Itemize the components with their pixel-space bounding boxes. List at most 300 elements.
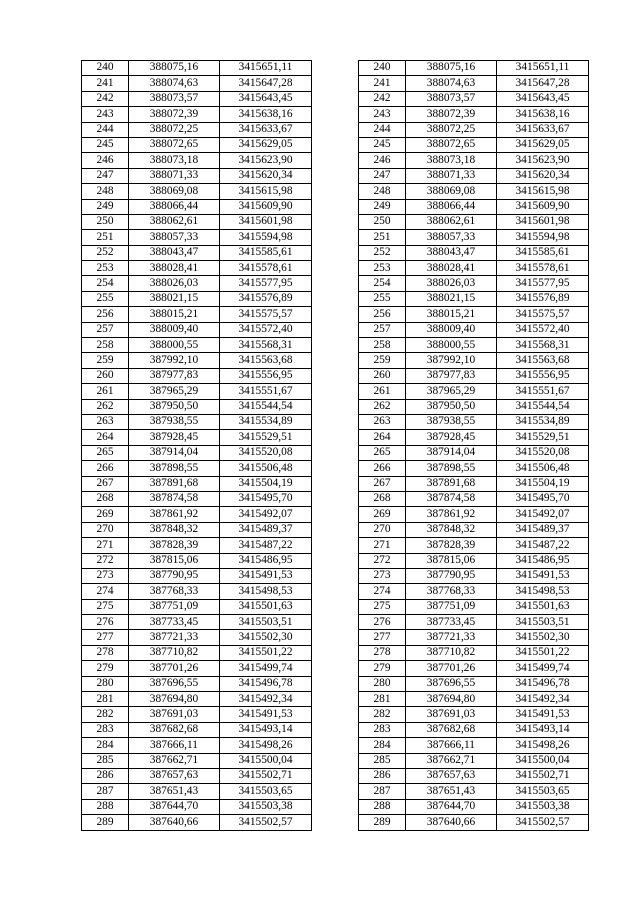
x-coordinate-cell: 388073,18 (129, 153, 220, 168)
y-coordinate-cell: 3415629,05 (220, 137, 312, 152)
x-coordinate-cell: 387662,71 (406, 753, 497, 768)
coordinate-table-body (359, 61, 589, 831)
y-coordinate-cell: 3415578,61 (220, 261, 312, 276)
y-coordinate-cell: 3415638,16 (220, 107, 312, 122)
table-row (359, 615, 589, 630)
y-coordinate-cell: 3415633,67 (497, 122, 589, 137)
table-row (359, 599, 589, 614)
y-coordinate-cell: 3415498,53 (220, 584, 312, 599)
table-row (82, 815, 312, 830)
table-row (359, 630, 589, 645)
y-coordinate-cell: 3415503,38 (220, 799, 312, 814)
y-coordinate-cell: 3415534,89 (497, 414, 589, 429)
x-coordinate-cell: 387977,83 (129, 368, 220, 383)
x-coordinate-cell: 388028,41 (406, 261, 497, 276)
y-coordinate-cell: 3415498,26 (220, 738, 312, 753)
x-coordinate-cell: 387874,58 (406, 491, 497, 506)
x-coordinate-cell: 388069,08 (406, 184, 497, 199)
point-number-cell: 286 (359, 768, 406, 783)
x-coordinate-cell: 387874,58 (129, 491, 220, 506)
point-number-cell: 282 (359, 707, 406, 722)
point-number-cell: 250 (82, 214, 129, 229)
point-number-cell: 242 (82, 91, 129, 106)
x-coordinate-cell: 388000,55 (129, 338, 220, 353)
y-coordinate-cell: 3415489,37 (220, 522, 312, 537)
y-coordinate-cell: 3415506,48 (220, 461, 312, 476)
point-number-cell: 260 (359, 368, 406, 383)
x-coordinate-cell: 387938,55 (129, 414, 220, 429)
table-row (82, 230, 312, 245)
y-coordinate-cell: 3415502,30 (497, 630, 589, 645)
table-row (82, 91, 312, 106)
point-number-cell: 287 (82, 784, 129, 799)
y-coordinate-cell: 3415647,28 (497, 76, 589, 91)
x-coordinate-cell: 387696,55 (406, 676, 497, 691)
point-number-cell: 247 (82, 168, 129, 183)
point-number-cell: 264 (82, 430, 129, 445)
y-coordinate-cell: 3415638,16 (497, 107, 589, 122)
x-coordinate-cell: 388073,57 (406, 91, 497, 106)
table-row (359, 676, 589, 691)
x-coordinate-cell: 387914,04 (406, 445, 497, 460)
point-number-cell: 273 (359, 568, 406, 583)
table-row (82, 214, 312, 229)
point-number-cell: 264 (359, 430, 406, 445)
x-coordinate-cell: 387950,50 (129, 399, 220, 414)
point-number-cell: 252 (82, 245, 129, 260)
y-coordinate-cell: 3415492,07 (497, 507, 589, 522)
x-coordinate-cell: 387992,10 (406, 353, 497, 368)
y-coordinate-cell: 3415492,34 (497, 692, 589, 707)
x-coordinate-cell: 387768,33 (129, 584, 220, 599)
point-number-cell: 267 (359, 476, 406, 491)
x-coordinate-cell: 387768,33 (406, 584, 497, 599)
y-coordinate-cell: 3415643,45 (497, 91, 589, 106)
x-coordinate-cell: 388072,65 (129, 137, 220, 152)
table-row (82, 645, 312, 660)
x-coordinate-cell: 388075,16 (406, 61, 497, 76)
table-row (359, 753, 589, 768)
table-row (359, 799, 589, 814)
point-number-cell: 246 (82, 153, 129, 168)
point-number-cell: 265 (82, 445, 129, 460)
x-coordinate-cell: 388043,47 (406, 245, 497, 260)
y-coordinate-cell: 3415575,57 (220, 307, 312, 322)
point-number-cell: 262 (82, 399, 129, 414)
table-row (82, 76, 312, 91)
table-row (82, 692, 312, 707)
point-number-cell: 272 (82, 553, 129, 568)
point-number-cell: 284 (82, 738, 129, 753)
table-row (82, 184, 312, 199)
y-coordinate-cell: 3415502,57 (497, 815, 589, 830)
x-coordinate-cell: 387696,55 (129, 676, 220, 691)
x-coordinate-cell: 388073,57 (129, 91, 220, 106)
table-row (82, 61, 312, 76)
x-coordinate-cell: 387657,63 (129, 768, 220, 783)
y-coordinate-cell: 3415623,90 (497, 153, 589, 168)
table-row (359, 122, 589, 137)
y-coordinate-cell: 3415501,63 (220, 599, 312, 614)
point-number-cell: 245 (82, 137, 129, 152)
x-coordinate-cell: 387694,80 (406, 692, 497, 707)
table-row (82, 199, 312, 214)
y-coordinate-cell: 3415585,61 (220, 245, 312, 260)
y-coordinate-cell: 3415520,08 (497, 445, 589, 460)
table-row (82, 784, 312, 799)
x-coordinate-cell: 388026,03 (406, 276, 497, 291)
x-coordinate-cell: 388072,65 (406, 137, 497, 152)
y-coordinate-cell: 3415615,98 (497, 184, 589, 199)
x-coordinate-cell: 387891,68 (406, 476, 497, 491)
table-row (359, 645, 589, 660)
table-row (82, 722, 312, 737)
y-coordinate-cell: 3415487,22 (220, 538, 312, 553)
table-row (82, 476, 312, 491)
table-row (359, 168, 589, 183)
table-row (82, 276, 312, 291)
y-coordinate-cell: 3415495,70 (497, 491, 589, 506)
x-coordinate-cell: 387662,71 (129, 753, 220, 768)
x-coordinate-cell: 388062,61 (406, 214, 497, 229)
y-coordinate-cell: 3415544,54 (497, 399, 589, 414)
table-row (359, 768, 589, 783)
y-coordinate-cell: 3415623,90 (220, 153, 312, 168)
y-coordinate-cell: 3415491,53 (497, 568, 589, 583)
point-number-cell: 275 (82, 599, 129, 614)
point-number-cell: 255 (359, 291, 406, 306)
x-coordinate-cell: 387694,80 (129, 692, 220, 707)
point-number-cell: 274 (82, 584, 129, 599)
point-number-cell: 258 (82, 338, 129, 353)
y-coordinate-cell: 3415551,67 (497, 384, 589, 399)
table-row (82, 261, 312, 276)
table-row (359, 568, 589, 583)
y-coordinate-cell: 3415629,05 (497, 137, 589, 152)
point-number-cell: 256 (359, 307, 406, 322)
x-coordinate-cell: 388043,47 (129, 245, 220, 260)
x-coordinate-cell: 388015,21 (406, 307, 497, 322)
point-number-cell: 281 (359, 692, 406, 707)
table-row (359, 137, 589, 152)
table-row (359, 199, 589, 214)
x-coordinate-cell: 388069,08 (129, 184, 220, 199)
point-number-cell: 279 (359, 661, 406, 676)
point-number-cell: 259 (359, 353, 406, 368)
table-row (359, 476, 589, 491)
point-number-cell: 240 (82, 61, 129, 76)
table-row (359, 261, 589, 276)
x-coordinate-cell: 387790,95 (129, 568, 220, 583)
table-row (82, 245, 312, 260)
point-number-cell: 277 (359, 630, 406, 645)
y-coordinate-cell: 3415651,11 (497, 61, 589, 76)
x-coordinate-cell: 387691,03 (406, 707, 497, 722)
x-coordinate-cell: 388071,33 (129, 168, 220, 183)
y-coordinate-cell: 3415609,90 (497, 199, 589, 214)
x-coordinate-cell: 387682,68 (406, 722, 497, 737)
point-number-cell: 263 (359, 414, 406, 429)
point-number-cell: 243 (359, 107, 406, 122)
y-coordinate-cell: 3415577,95 (220, 276, 312, 291)
x-coordinate-cell: 387733,45 (406, 615, 497, 630)
x-coordinate-cell: 388015,21 (129, 307, 220, 322)
x-coordinate-cell: 387965,29 (129, 384, 220, 399)
x-coordinate-cell: 387861,92 (129, 507, 220, 522)
point-number-cell: 268 (82, 491, 129, 506)
y-coordinate-cell: 3415643,45 (220, 91, 312, 106)
y-coordinate-cell: 3415487,22 (497, 538, 589, 553)
table-row (82, 676, 312, 691)
y-coordinate-cell: 3415520,08 (220, 445, 312, 460)
y-coordinate-cell: 3415529,51 (220, 430, 312, 445)
coordinate-table-left (81, 60, 312, 831)
point-number-cell: 247 (359, 168, 406, 183)
point-number-cell: 278 (82, 645, 129, 660)
table-row (359, 461, 589, 476)
point-number-cell: 251 (359, 230, 406, 245)
table-row (359, 322, 589, 337)
table-row (359, 507, 589, 522)
point-number-cell: 269 (359, 507, 406, 522)
table-row (82, 445, 312, 460)
point-number-cell: 284 (359, 738, 406, 753)
point-number-cell: 255 (82, 291, 129, 306)
table-row (359, 430, 589, 445)
table-row (82, 707, 312, 722)
point-number-cell: 288 (82, 799, 129, 814)
y-coordinate-cell: 3415577,95 (497, 276, 589, 291)
y-coordinate-cell: 3415493,14 (220, 722, 312, 737)
y-coordinate-cell: 3415578,61 (497, 261, 589, 276)
table-row (359, 76, 589, 91)
point-number-cell: 260 (82, 368, 129, 383)
point-number-cell: 275 (359, 599, 406, 614)
x-coordinate-cell: 387682,68 (129, 722, 220, 737)
x-coordinate-cell: 388009,40 (406, 322, 497, 337)
y-coordinate-cell: 3415498,53 (497, 584, 589, 599)
table-row (359, 214, 589, 229)
y-coordinate-cell: 3415489,37 (497, 522, 589, 537)
x-coordinate-cell: 387640,66 (406, 815, 497, 830)
table-row (82, 414, 312, 429)
point-number-cell: 253 (82, 261, 129, 276)
point-number-cell: 289 (82, 815, 129, 830)
y-coordinate-cell: 3415620,34 (497, 168, 589, 183)
point-number-cell: 268 (359, 491, 406, 506)
table-row (359, 338, 589, 353)
table-row (82, 368, 312, 383)
y-coordinate-cell: 3415576,89 (497, 291, 589, 306)
table-row (359, 245, 589, 260)
x-coordinate-cell: 388057,33 (129, 230, 220, 245)
point-number-cell: 261 (359, 384, 406, 399)
y-coordinate-cell: 3415647,28 (220, 76, 312, 91)
x-coordinate-cell: 388009,40 (129, 322, 220, 337)
y-coordinate-cell: 3415609,90 (220, 199, 312, 214)
x-coordinate-cell: 388071,33 (406, 168, 497, 183)
y-coordinate-cell: 3415503,65 (497, 784, 589, 799)
point-number-cell: 272 (359, 553, 406, 568)
table-row (359, 538, 589, 553)
table-row (359, 584, 589, 599)
y-coordinate-cell: 3415502,57 (220, 815, 312, 830)
y-coordinate-cell: 3415491,53 (220, 568, 312, 583)
y-coordinate-cell: 3415496,78 (497, 676, 589, 691)
table-row (82, 768, 312, 783)
x-coordinate-cell: 387651,43 (129, 784, 220, 799)
x-coordinate-cell: 387701,26 (406, 661, 497, 676)
x-coordinate-cell: 388075,16 (129, 61, 220, 76)
y-coordinate-cell: 3415491,53 (220, 707, 312, 722)
table-row (359, 414, 589, 429)
y-coordinate-cell: 3415503,51 (497, 615, 589, 630)
x-coordinate-cell: 388062,61 (129, 214, 220, 229)
point-number-cell: 245 (359, 137, 406, 152)
point-number-cell: 258 (359, 338, 406, 353)
y-coordinate-cell: 3415500,04 (220, 753, 312, 768)
y-coordinate-cell: 3415563,68 (497, 353, 589, 368)
x-coordinate-cell: 387828,39 (406, 538, 497, 553)
table-row (82, 107, 312, 122)
y-coordinate-cell: 3415498,26 (497, 738, 589, 753)
table-row (82, 399, 312, 414)
x-coordinate-cell: 387928,45 (406, 430, 497, 445)
point-number-cell: 266 (82, 461, 129, 476)
point-number-cell: 249 (359, 199, 406, 214)
point-number-cell: 248 (359, 184, 406, 199)
x-coordinate-cell: 388072,25 (406, 122, 497, 137)
y-coordinate-cell: 3415585,61 (497, 245, 589, 260)
coordinate-table-body (82, 61, 312, 831)
point-number-cell: 276 (82, 615, 129, 630)
table-row (359, 291, 589, 306)
x-coordinate-cell: 387691,03 (129, 707, 220, 722)
table-row (359, 399, 589, 414)
x-coordinate-cell: 387666,11 (129, 738, 220, 753)
table-row (82, 461, 312, 476)
table-row (82, 384, 312, 399)
y-coordinate-cell: 3415502,71 (220, 768, 312, 783)
x-coordinate-cell: 387950,50 (406, 399, 497, 414)
point-number-cell: 253 (359, 261, 406, 276)
point-number-cell: 285 (82, 753, 129, 768)
point-number-cell: 254 (359, 276, 406, 291)
x-coordinate-cell: 388074,63 (406, 76, 497, 91)
x-coordinate-cell: 387828,39 (129, 538, 220, 553)
y-coordinate-cell: 3415503,65 (220, 784, 312, 799)
x-coordinate-cell: 387898,55 (129, 461, 220, 476)
point-number-cell: 267 (82, 476, 129, 491)
table-row (359, 184, 589, 199)
y-coordinate-cell: 3415651,11 (220, 61, 312, 76)
x-coordinate-cell: 387928,45 (129, 430, 220, 445)
x-coordinate-cell: 387721,33 (129, 630, 220, 645)
y-coordinate-cell: 3415499,74 (220, 661, 312, 676)
x-coordinate-cell: 387891,68 (129, 476, 220, 491)
table-row (82, 799, 312, 814)
table-row (82, 599, 312, 614)
point-number-cell: 242 (359, 91, 406, 106)
x-coordinate-cell: 388072,39 (129, 107, 220, 122)
point-number-cell: 262 (359, 399, 406, 414)
table-row (359, 107, 589, 122)
point-number-cell: 248 (82, 184, 129, 199)
table-row (82, 122, 312, 137)
point-number-cell: 263 (82, 414, 129, 429)
point-number-cell: 266 (359, 461, 406, 476)
point-number-cell: 270 (359, 522, 406, 537)
point-number-cell: 241 (359, 76, 406, 91)
x-coordinate-cell: 388000,55 (406, 338, 497, 353)
y-coordinate-cell: 3415504,19 (220, 476, 312, 491)
x-coordinate-cell: 387640,66 (129, 815, 220, 830)
point-number-cell: 259 (82, 353, 129, 368)
point-number-cell: 285 (359, 753, 406, 768)
table-row (359, 445, 589, 460)
table-row (82, 307, 312, 322)
table-row (82, 522, 312, 537)
x-coordinate-cell: 387710,82 (406, 645, 497, 660)
table-row (82, 338, 312, 353)
x-coordinate-cell: 387721,33 (406, 630, 497, 645)
table-row (359, 491, 589, 506)
table-row (82, 753, 312, 768)
point-number-cell: 283 (359, 722, 406, 737)
point-number-cell: 281 (82, 692, 129, 707)
point-number-cell: 246 (359, 153, 406, 168)
y-coordinate-cell: 3415544,54 (220, 399, 312, 414)
table-row (82, 168, 312, 183)
x-coordinate-cell: 388066,44 (406, 199, 497, 214)
point-number-cell: 280 (82, 676, 129, 691)
y-coordinate-cell: 3415575,57 (497, 307, 589, 322)
x-coordinate-cell: 387644,70 (129, 799, 220, 814)
y-coordinate-cell: 3415529,51 (497, 430, 589, 445)
y-coordinate-cell: 3415572,40 (497, 322, 589, 337)
table-row (359, 661, 589, 676)
y-coordinate-cell: 3415501,22 (497, 645, 589, 660)
table-row (359, 230, 589, 245)
table-row (82, 491, 312, 506)
x-coordinate-cell: 387657,63 (406, 768, 497, 783)
table-row (82, 568, 312, 583)
y-coordinate-cell: 3415594,98 (497, 230, 589, 245)
table-row (82, 353, 312, 368)
y-coordinate-cell: 3415493,14 (497, 722, 589, 737)
point-number-cell: 257 (359, 322, 406, 337)
y-coordinate-cell: 3415594,98 (220, 230, 312, 245)
point-number-cell: 271 (359, 538, 406, 553)
y-coordinate-cell: 3415620,34 (220, 168, 312, 183)
x-coordinate-cell: 388074,63 (129, 76, 220, 91)
point-number-cell: 252 (359, 245, 406, 260)
point-number-cell: 269 (82, 507, 129, 522)
table-row (359, 276, 589, 291)
point-number-cell: 265 (359, 445, 406, 460)
table-row (82, 661, 312, 676)
table-row (82, 553, 312, 568)
y-coordinate-cell: 3415601,98 (497, 214, 589, 229)
table-row (359, 815, 589, 830)
table-row (82, 291, 312, 306)
y-coordinate-cell: 3415486,95 (497, 553, 589, 568)
x-coordinate-cell: 387644,70 (406, 799, 497, 814)
point-number-cell: 241 (82, 76, 129, 91)
x-coordinate-cell: 387710,82 (129, 645, 220, 660)
y-coordinate-cell: 3415492,34 (220, 692, 312, 707)
y-coordinate-cell: 3415496,78 (220, 676, 312, 691)
